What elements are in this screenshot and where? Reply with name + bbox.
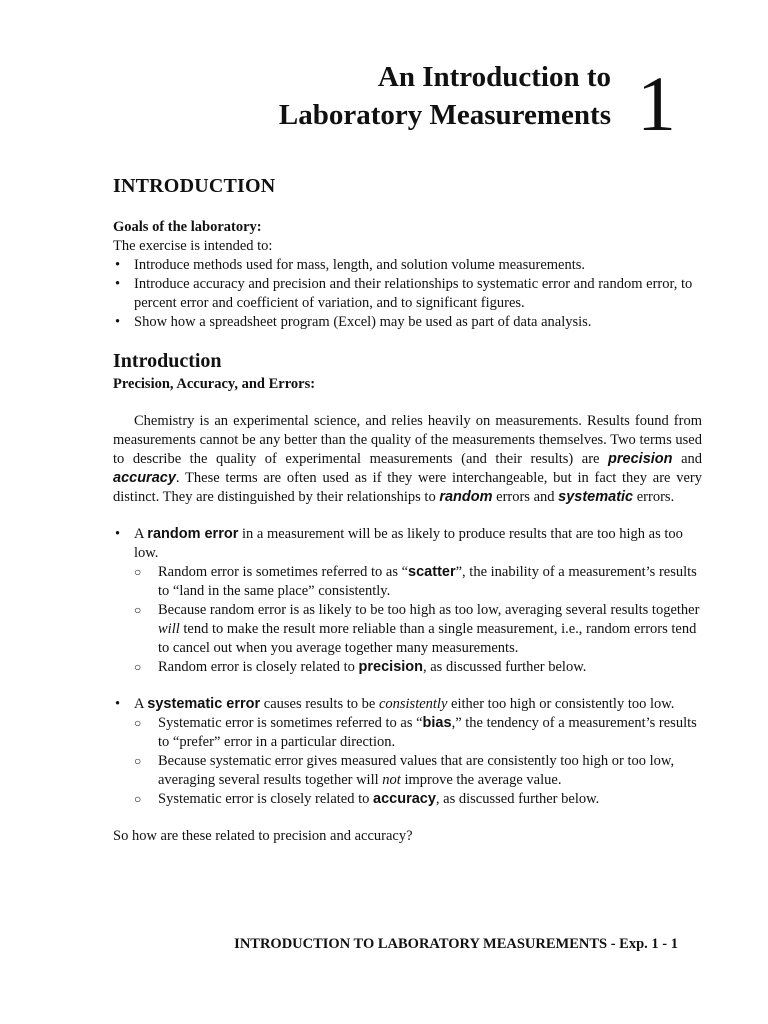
intro-paragraph: Chemistry is an experimental science, and relies heavily on measurements. Results found from measurements cannot be any better than the quality of the measurements themselves. Two terms used to describe the quality of experimental measurements (and their results) are precision and accuracy. These terms are often used as if they were interchangeable, but in fact they are very distinct. They are distinguished by their relationships to random errors and systematic errors.: [113, 413, 702, 505]
sub-item: ○ Because systematic error gives measured values that are consistently too high or too low, averaging several results together will not improve the average value.: [134, 752, 702, 790]
systematic-error-sublist: [134, 714, 702, 809]
document-body: [113, 172, 702, 846]
term-systematic: systematic: [558, 489, 634, 505]
term-accuracy-bold: accuracy: [373, 791, 436, 807]
systematic-error-list: [113, 695, 702, 809]
goals-list: [113, 256, 702, 332]
term-precision: precision: [608, 451, 673, 467]
goals-heading: Goals of the laboratory:: [113, 219, 262, 235]
closing-question: So how are these related to precision and accuracy?: [113, 828, 413, 844]
introduction-heading: INTRODUCTION: [113, 175, 276, 197]
section-subheading: Precision, Accuracy, and Errors:: [113, 376, 316, 392]
term-random-error: random error: [147, 526, 239, 542]
goal-item: • Introduce accuracy and precision and their relationships to systematic error and random error, to percent error and coefficient of variation, and to significant figures.: [113, 275, 702, 313]
sub-item: ○ Systematic error is sometimes referred to as “bias,” the tendency of a measurement’s results to “prefer” error in a particular direction.: [134, 714, 702, 752]
random-error-sublist: [134, 563, 702, 677]
section-heading: Introduction: [113, 350, 222, 372]
random-error-item: • A random error in a measurement will be as likely to produce results that are too high as too low. ○ Random error is sometimes referred to as “scatter”, the inability of a measurement’s results to “land in the same place” consistently. ○ Because random error is as likely to be too high as too low, averaging several results together will tend to make the result more reliable than a single measurement, i.e., random errors tend to cancel out when you average together many measurements. ○ Random error is closely related to precision, as discussed further below.: [113, 525, 702, 677]
title-line-2: Laboratory Measurements: [278, 99, 611, 131]
term-systematic-error: systematic error: [147, 696, 261, 712]
document-title: [200, 58, 611, 134]
goals-lead: The exercise is intended to:: [113, 238, 273, 254]
term-bias: bias: [422, 715, 452, 731]
chapter-number: 1: [637, 60, 676, 147]
term-scatter: scatter: [408, 564, 456, 580]
sub-item: ○ Random error is closely related to precision, as discussed further below.: [134, 658, 702, 677]
sub-item: ○ Random error is sometimes referred to as “scatter”, the inability of a measurement’s results to “land in the same place” consistently.: [134, 563, 702, 601]
systematic-error-item: • A systematic error causes results to be consistently either too high or consistently too low. ○ Systematic error is sometimes referred to as “bias,” the tendency of a measurement’s results to “prefer” error in a particular direction. ○ Because systematic error gives measured values that are consistently too high or too low, averaging several results together will not improve the average value. ○ Systematic error is closely related to accuracy, as discussed further below.: [113, 695, 702, 809]
term-random: random: [439, 489, 493, 505]
random-error-list: [113, 525, 702, 677]
term-accuracy: accuracy: [113, 470, 176, 486]
goal-item: • Show how a spreadsheet program (Excel) may be used as part of data analysis.: [113, 313, 702, 332]
sub-item: ○ Systematic error is closely related to accuracy, as discussed further below.: [134, 790, 702, 809]
sub-item: ○ Because random error is as likely to be too high as too low, averaging several results together will tend to make the result more reliable than a single measurement, i.e., random errors tend to cancel out when you average together many measurements.: [134, 601, 702, 658]
term-precision-bold: precision: [358, 659, 423, 675]
page-footer: INTRODUCTION TO LABORATORY MEASUREMENTS - Exp. 1 - 1: [234, 936, 678, 952]
title-line-1: An Introduction to: [377, 61, 611, 93]
goal-item: • Introduce methods used for mass, length, and solution volume measurements.: [113, 256, 702, 275]
